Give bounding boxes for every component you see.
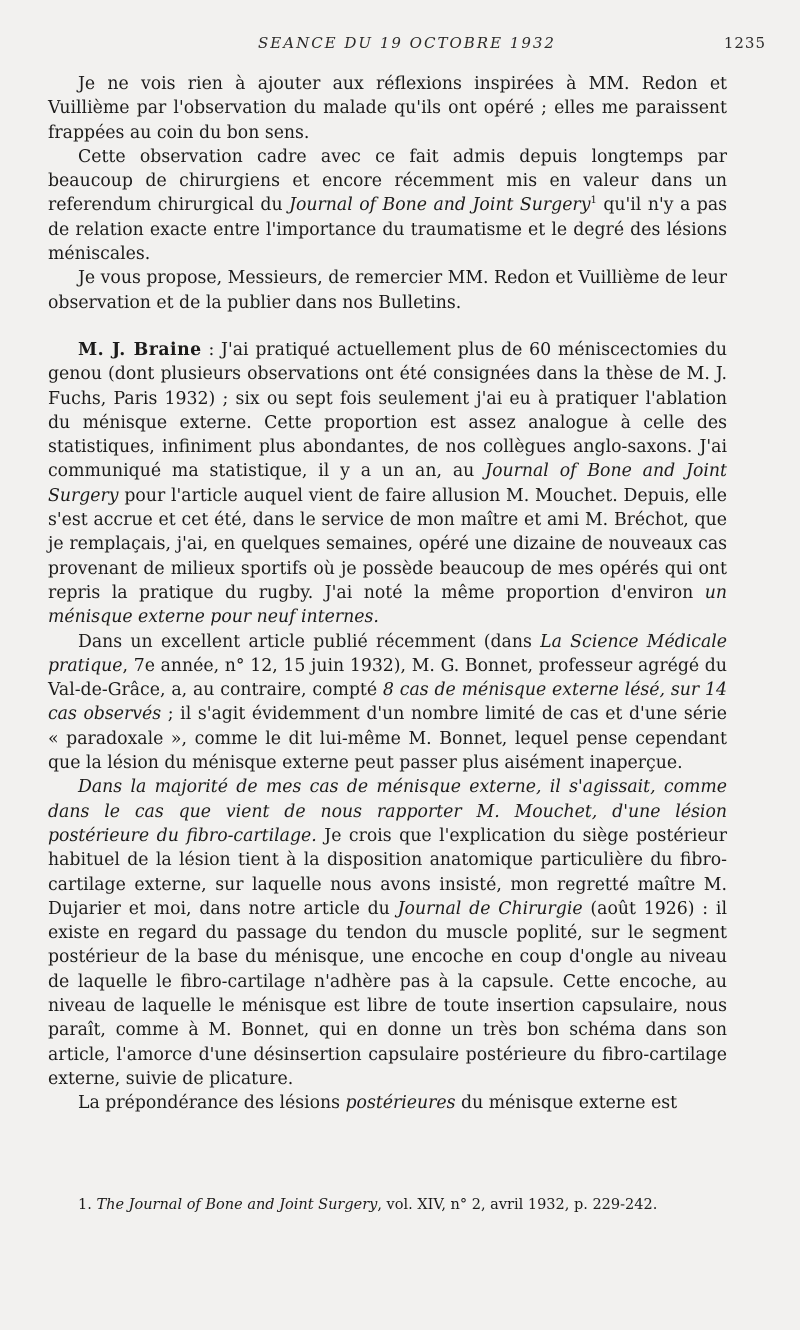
emphasis-text: Dans la majorité de mes cas de ménisque externe, il s'agissait, comme dans le cas que vient de nous rapporter M. Mouchet, d'une lésion postérieure du fibro-cartilage. [48, 777, 727, 846]
journal-title: La Science Médicale pratique [48, 631, 727, 676]
footnote-journal: The Journal of Bone and Joint Surgery [96, 1197, 378, 1213]
body-text [48, 72, 727, 1115]
emphasis-text: 8 cas de ménisque externe lésé, sur 14 cas observés [48, 680, 727, 725]
emphasis-text: postérieures [345, 1093, 456, 1114]
paragraph-3: Je vous propose, Messieurs, de remercier MM. Redon et Vuillième de leur observation et de la publier dans nos Bulletins. [48, 268, 727, 313]
paragraph-2 [48, 145, 727, 266]
footnote [48, 1195, 727, 1215]
footnote-number: 1. [78, 1197, 92, 1213]
paragraph-2-text-a: Cette observation cadre avec ce fait admis depuis longtemps par beaucoup de chirurgiens et encore récemment mis en valeur dans un referendum chirurgical du [48, 146, 727, 216]
paragraph-7 [48, 1091, 727, 1115]
paragraph-7-text-b: du ménisque externe est [455, 1093, 678, 1114]
paragraph-6 [48, 775, 727, 1091]
footnote-details: , vol. XIV, n° 2, avril 1932, p. 229-242. [377, 1197, 658, 1213]
paragraph-5-text-c: ; il s'agit évidemment d'un nombre limité de cas et d'une série « paradoxale », comme le dit lui-même M. Bonnet, lequel pense cependant que la lésion du ménisque externe peut passer plus aisément inaperçue. [48, 704, 727, 774]
paragraph-4-text-b: pour l'article auquel vient de faire allusion M. Mouchet. Depuis, elle s'est accrue et cet été, dans le service de mon maître et ami M. Bréchot, que je remplaçais, j'ai, en quelques semaines, opéré une dizaine de nouveaux cas provenant de milieux sportifs où je possède beaucoup de mes opérés qui ont repris la pratique du rugby. J'ai noté la même proportion d'environ [48, 485, 727, 603]
paragraph-2-text-b: qu'il n'y a pas de relation exacte entre l'importance du traumatisme et le degré des lésions méniscales. [48, 195, 727, 265]
paragraph-6-text-a: Je crois que l'explication du siège postérieur habituel de la lésion tient à la disposition anatomique particulière du fibro-cartilage externe, sur laquelle nous avons insisté, mon regretté maître M. Dujarier et moi, dans notre article du [48, 825, 727, 919]
footnote-divider [48, 1167, 727, 1168]
paragraph-5-text-a: Dans un excellent article publié récemment (dans [78, 631, 541, 652]
page-number: 1235 [723, 34, 766, 52]
journal-title: Journal of Bone and Joint Surgery [48, 461, 727, 506]
paragraph-5 [48, 630, 727, 776]
journal-title: Journal de Chirurgie [397, 898, 583, 919]
paragraph-4 [48, 338, 727, 630]
emphasis-text: un ménisque externe pour neuf internes. [48, 582, 727, 628]
paragraph-1: Je ne vois rien à ajouter aux réflexions inspirées à MM. Redon et Vuillième par l'observation du malade qu'ils ont opéré ; elles me paraissent frappées au coin du bon sens. [48, 74, 727, 143]
speaker-name: M. J. Braine [78, 339, 202, 360]
footnote-marker: 1 [590, 195, 597, 207]
journal-title: Journal of Bone and Joint Surgery [289, 195, 591, 216]
paragraph-5-text-b: , 7e année, n° 12, 15 juin 1932), M. G. Bonnet, professeur agrégé du Val-de-Grâce, a, au contraire, compté [48, 655, 727, 701]
running-head: SEANCE DU 19 OCTOBRE 1932 [258, 34, 556, 52]
paragraph-7-text-a: La prépondérance des lésions [78, 1093, 346, 1114]
paragraph-6-text-b: (août 1926) : il existe en regard du passage du tendon du muscle poplité, sur le segment postérieur de la base du ménisque, une encoche en coup d'ongle au niveau de laquelle le fibro-cartilage n'adhère pas à la capsule. Cette encoche, au niveau de laquelle le ménisque est libre de toute insertion capsulaire, nous paraît, comme à M. Bonnet, qui en donne un très bon schéma dans son article, l'amorce d'une désinsertion capsulaire postérieure du fibro-cartilage externe, suivie de plicature. [48, 898, 727, 1089]
page-header [48, 34, 766, 58]
paragraph-4-text-a: : J'ai pratiqué actuellement plus de 60 méniscectomies du genou (dont plusieurs observations ont été consignées dans la thèse de M. J. Fuchs, Paris 1932) ; six ou sept fois seulement j'ai eu à pratiquer l'ablation du ménisque externe. Cette proportion est assez analogue à celle des statistiques, infiniment plus abondantes, de nos collègues anglo-saxons. J'ai communiqué ma statistique, il y a un an, au [48, 339, 727, 482]
